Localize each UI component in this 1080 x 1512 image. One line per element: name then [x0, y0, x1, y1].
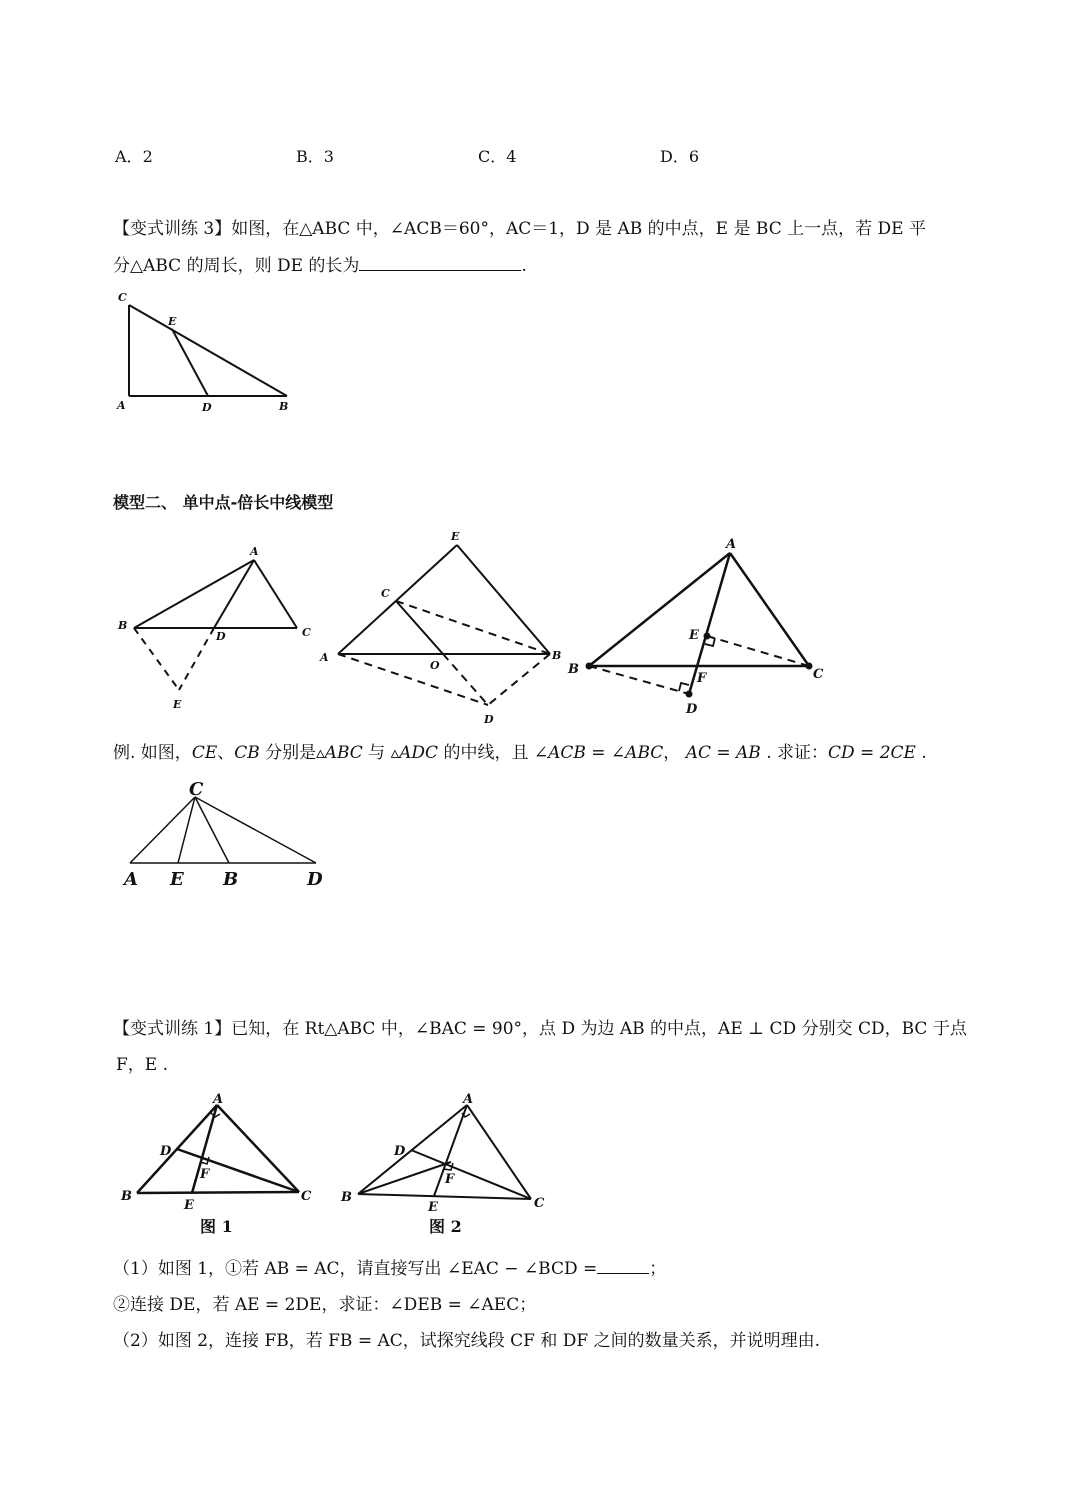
- m2f3-label-d: D: [686, 702, 698, 717]
- v1f1-label-d: D: [160, 1144, 172, 1159]
- variant3-figure: [110, 285, 310, 420]
- m2f2-label-c: C: [381, 587, 390, 600]
- v1f2-label-a: A: [463, 1092, 474, 1107]
- model2-figure-3: [560, 530, 835, 720]
- variant1-tag: 【变式训练 1】: [113, 1019, 232, 1039]
- option-d: D．6: [660, 147, 700, 166]
- v3-label-b: B: [279, 400, 289, 413]
- v1f1-label-c: C: [301, 1189, 312, 1204]
- v3-label-d: D: [202, 401, 212, 414]
- variant1-figure-1: [112, 1088, 322, 1248]
- v1f2-label-e: E: [428, 1200, 438, 1215]
- option-a: A．2: [115, 147, 153, 166]
- variant3-line1: 【变式训练 3】如图，在△ABC 中，∠ACB＝60°，AC＝1，D 是 AB 的中点，E 是 BC 上一点，若 DE 平: [113, 219, 926, 239]
- m2f3-label-e: E: [689, 628, 699, 643]
- question-2: （2）如图 2，连接 FB，若 FB = AC，试探究线段 CF 和 DF 之间的数量关系，并说明理由.: [113, 1331, 821, 1351]
- v1f1-label-b: B: [121, 1189, 132, 1204]
- answer-blank: [359, 252, 521, 271]
- m2f3-label-c: C: [813, 667, 824, 682]
- variant1-figure-2: [333, 1088, 563, 1248]
- m2f3-label-b: B: [568, 662, 579, 677]
- variant1-line2: F，E .: [116, 1055, 169, 1075]
- ex-label-d: D: [307, 869, 323, 890]
- example-figure: [115, 775, 335, 895]
- v1f1-label-f: F: [200, 1167, 210, 1182]
- m2f1-label-e: E: [173, 698, 182, 711]
- m2f2-label-a: A: [320, 651, 329, 664]
- m2f1-label-a: A: [250, 545, 259, 558]
- m2f1-label-d: D: [216, 630, 226, 643]
- variant1-line1: 【变式训练 1】已知，在 Rt△ABC 中，∠BAC = 90°，点 D 为边 AB 的中点，AE ⊥ CD 分别交 CD，BC 于点: [113, 1019, 967, 1039]
- example-statement: 例. 如图，CE、CB 分别是▵ABC 与 ▵ADC 的中线，且 ∠ACB = ∠ABC， AC = AB . 求证：CD = 2CE .: [113, 743, 927, 763]
- m2f2-label-b: B: [552, 649, 562, 662]
- v3-label-a: A: [117, 399, 126, 412]
- answer-blank-q1: [597, 1257, 649, 1274]
- model2-heading: 模型二、 单中点-倍长中线模型: [113, 493, 334, 512]
- ex-label-e: E: [170, 869, 184, 890]
- m2f3-label-f: F: [697, 671, 707, 686]
- m2f3-label-a: A: [726, 537, 737, 552]
- model2-figure-2: [312, 522, 572, 732]
- v1f1-label-a: A: [213, 1092, 224, 1107]
- m2f2-label-d: D: [484, 713, 494, 726]
- m2f2-label-e: E: [451, 530, 460, 543]
- m2f2-label-o: O: [430, 659, 440, 672]
- question-1a: （1）如图 1，①若 AB = AC，请直接写出 ∠EAC − ∠BCD = ；: [113, 1259, 667, 1279]
- m2f1-label-c: C: [302, 626, 311, 639]
- ex-label-c: C: [189, 779, 204, 800]
- m2f1-label-b: B: [118, 619, 128, 632]
- ex-label-b: B: [223, 869, 239, 890]
- variant3-line2: 分△ABC 的周长，则 DE 的长为 .: [113, 252, 527, 279]
- v1f2-caption: 图 2: [429, 1217, 462, 1236]
- v1f2-label-d: D: [394, 1144, 406, 1159]
- v1f2-label-c: C: [534, 1196, 545, 1211]
- v1f1-caption: 图 1: [200, 1217, 233, 1236]
- v3-label-e: E: [168, 315, 177, 328]
- v1f2-label-f: F: [445, 1172, 455, 1187]
- v1f1-label-e: E: [184, 1198, 194, 1213]
- option-b: B．3: [296, 147, 334, 166]
- v3-label-c: C: [118, 291, 127, 304]
- v1f2-label-b: B: [341, 1190, 352, 1205]
- variant3-tag: 【变式训练 3】: [113, 219, 232, 239]
- ex-label-a: A: [124, 869, 138, 890]
- option-c: C．4: [478, 147, 517, 166]
- model2-figure-1: [110, 535, 325, 715]
- question-1b: ②连接 DE，若 AE = 2DE，求证：∠DEB = ∠AEC；: [113, 1295, 537, 1315]
